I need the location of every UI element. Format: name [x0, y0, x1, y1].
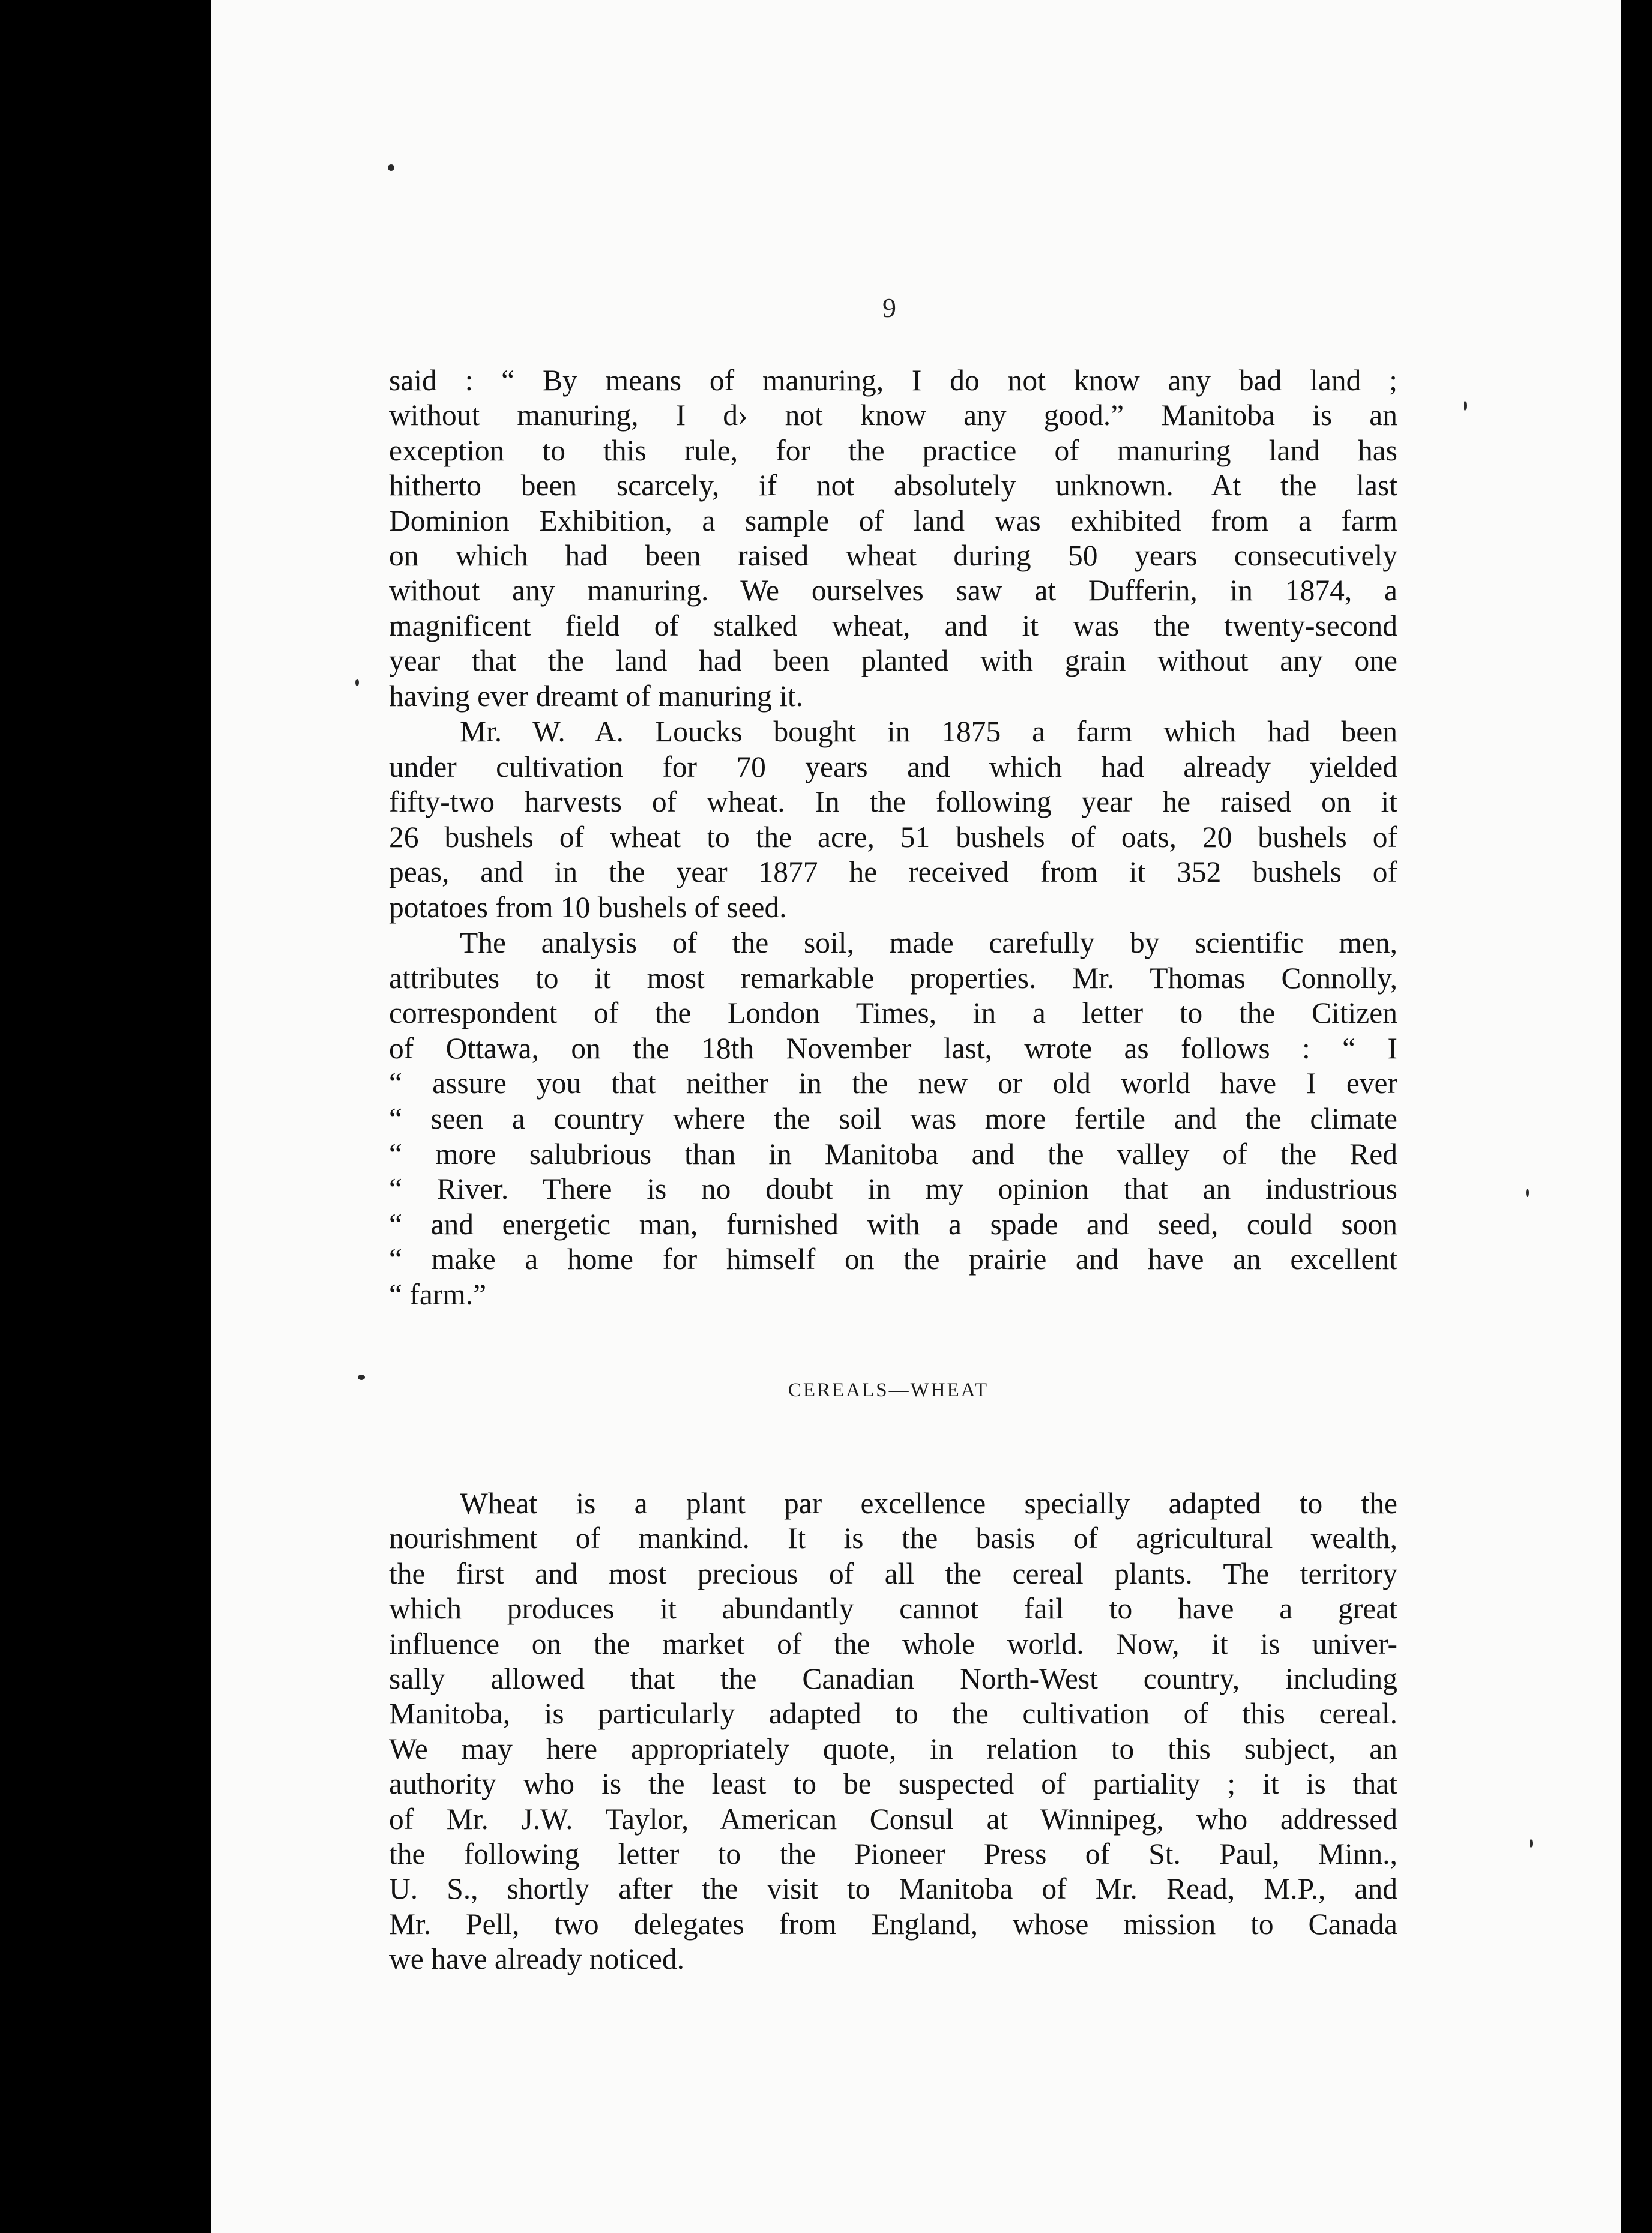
text-line: “ and energetic man, furnished with a spade and seed, could soon	[389, 1207, 1397, 1241]
paragraph-manuring	[389, 363, 1397, 714]
text-line: “ more salubrious than in Manitoba and the valley of the Red	[389, 1137, 1397, 1171]
text-line: fifty-two harvests of wheat. In the following year he raised on it	[389, 785, 1397, 819]
ink-speck	[1526, 1189, 1529, 1197]
text-line: Wheat is a plant par excellence specially adapted to the	[460, 1487, 1397, 1520]
text-line: Dominion Exhibition, a sample of land was exhibited from a farm	[389, 504, 1397, 537]
text-line: “ assure you that neither in the new or old world have I ever	[389, 1067, 1397, 1100]
text-line: which produces it abundantly cannot fail to have a great	[389, 1592, 1397, 1626]
text-line: we have already noticed.	[389, 1942, 685, 1976]
paragraph-loucks-farm	[389, 714, 1397, 926]
text-line: potatoes from 10 bushels of seed.	[389, 890, 787, 924]
right-scan-border	[1621, 0, 1652, 2233]
text-line: without any manuring. We ourselves saw at Dufferin, in 1874, a	[389, 574, 1397, 607]
text-line: correspondent of the London Times, in a letter to the Citizen	[389, 996, 1397, 1030]
page-number: 9	[882, 292, 896, 323]
text-line: We may here appropriately quote, in relation to this subject, an	[389, 1732, 1397, 1765]
paragraph-soil-analysis	[389, 926, 1397, 1313]
text-line: magnificent field of stalked wheat, and it was the twenty-second	[389, 609, 1397, 642]
text-line: sally allowed that the Canadian North-West country, including	[389, 1662, 1397, 1696]
text-line: attributes to it most remarkable properties. Mr. Thomas Connolly,	[389, 961, 1397, 995]
text-line: exception to this rule, for the practice of manuring land has	[389, 433, 1397, 467]
ink-speck	[388, 164, 394, 171]
text-line: the following letter to the Pioneer Press of St. Paul, Minn.,	[389, 1837, 1397, 1871]
text-line: of Ottawa, on the 18th November last, wrote as follows : “ I	[389, 1031, 1397, 1065]
section-heading: CEREALS—WHEAT	[788, 1379, 989, 1401]
ink-speck	[1464, 401, 1467, 411]
text-line: influence on the market of the whole world. Now, it is univer-	[389, 1627, 1397, 1660]
text-line: The analysis of the soil, made carefully by scientific men,	[460, 926, 1397, 959]
text-line: authority who is the least to be suspected of partiality ; it is that	[389, 1767, 1397, 1801]
text-line: peas, and in the year 1877 he received from it 352 bushels of	[389, 855, 1397, 889]
text-line: “ River. There is no doubt in my opinion that an industrious	[389, 1172, 1397, 1206]
text-line: the first and most precious of all the cereal plants. The territory	[389, 1556, 1397, 1590]
ink-speck	[355, 679, 359, 686]
text-line: “ farm.”	[389, 1277, 487, 1311]
text-line: on which had been raised wheat during 50 years consecutively	[389, 539, 1397, 573]
text-line: Mr. Pell, two delegates from England, whose mission to Canada	[389, 1907, 1397, 1941]
text-line: “ make a home for himself on the prairie and have an excellent	[389, 1243, 1397, 1276]
ink-speck	[358, 1375, 365, 1380]
text-line: 26 bushels of wheat to the acre, 51 bushels of oats, 20 bushels of	[389, 820, 1397, 854]
text-line: under cultivation for 70 years and which had already yielded	[389, 750, 1397, 783]
text-line: of Mr. J.W. Taylor, American Consul at Winnipeg, who addressed	[389, 1802, 1397, 1836]
text-line: “ seen a country where the soil was more fertile and the climate	[389, 1101, 1397, 1135]
text-line: having ever dreamt of manuring it.	[389, 679, 804, 713]
text-line: U. S., shortly after the visit to Manitoba of Mr. Read, M.P., and	[389, 1872, 1397, 1906]
text-line: Mr. W. A. Loucks bought in 1875 a farm which had been	[460, 715, 1397, 748]
text-line: Manitoba, is particularly adapted to the cultivation of this cereal.	[389, 1697, 1397, 1731]
text-line: hitherto been scarcely, if not absolutely unknown. At the last	[389, 469, 1397, 502]
text-line: said : “ By means of manuring, I do not know any bad land ;	[389, 364, 1397, 397]
text-line: without manuring, I d› not know any good.” Manitoba is an	[389, 399, 1397, 432]
paragraph-wheat	[389, 1486, 1397, 1977]
text-line: nourishment of mankind. It is the basis of agricultural wealth,	[389, 1522, 1397, 1555]
ink-speck	[1530, 1839, 1533, 1848]
text-line: year that the land had been planted with grain without any one	[389, 644, 1397, 678]
